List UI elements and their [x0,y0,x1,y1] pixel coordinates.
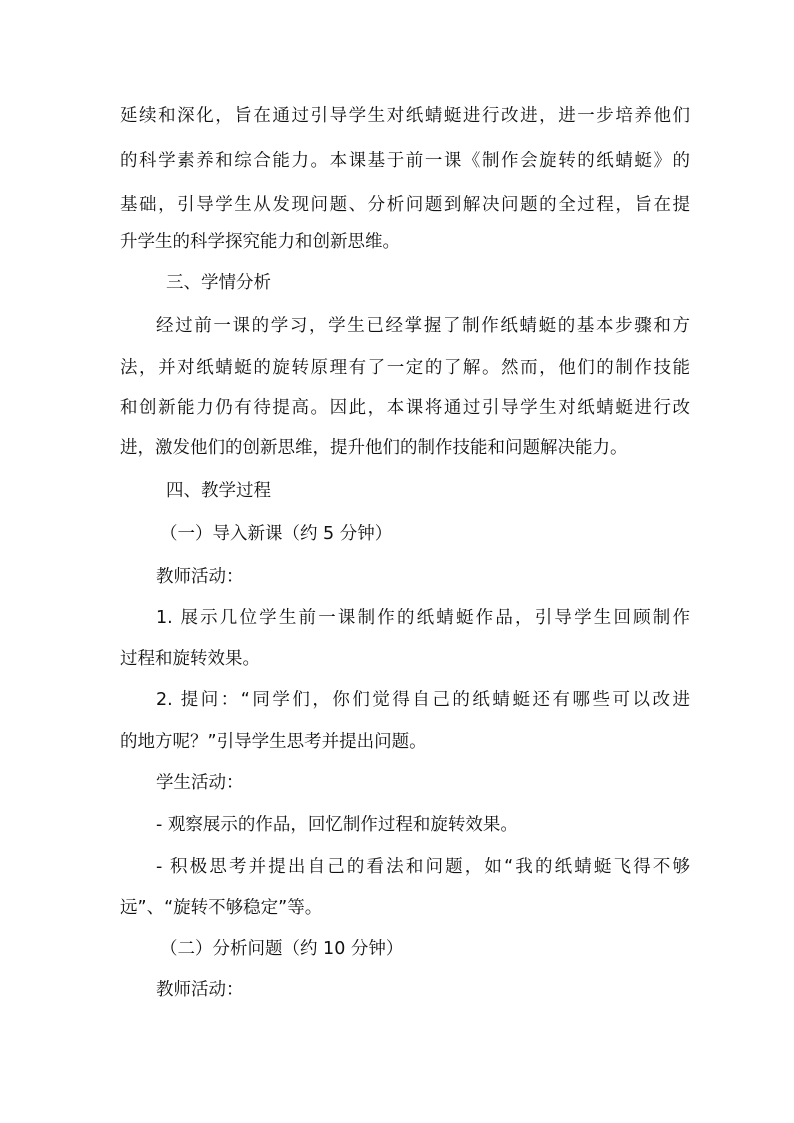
paragraph-line: 和创新能力仍有待提高。因此，本课将通过引导学生对纸蜻蜓进行改 [120,398,690,418]
paragraph-line: 法，并对纸蜻蜓的旋转原理有了一定的了解。然而，他们的制作技能 [120,358,690,378]
section-heading: 四、教学过程 [166,481,271,501]
list-item-line: - 积极思考并提出自己的看法和问题，如“我的纸蜻蜓飞得不够 [156,857,690,877]
subsection-title: （一）导入新课（约 5 分钟） [160,524,393,544]
list-item-line: 远”、“旋转不够稳定”等。 [120,898,323,918]
activity-label: 教师活动： [156,980,244,1000]
list-item-line: 过程和旋转效果。 [120,649,260,669]
paragraph-line: 基础，引导学生从发现问题、分析问题到解决问题的全过程，旨在提 [120,195,690,215]
paragraph-line: 进，激发他们的创新思维，提升他们的制作技能和问题解决能力。 [120,438,628,458]
paragraph-line: 经过前一课的学习，学生已经掌握了制作纸蜻蜓的基本步骤和方 [156,316,690,336]
paragraph-line: 延续和深化，旨在通过引导学生对纸蜻蜓进行改进，进一步培养他们 [120,106,690,126]
paragraph-line: 升学生的科学探究能力和创新思维。 [120,232,400,252]
subsection-title: （二）分析问题（约 10 分钟） [160,939,404,959]
list-item-line: 的地方呢？”引导学生思考并提出问题。 [120,732,427,752]
list-item-line: - 观察展示的作品，回忆制作过程和旋转效果。 [156,815,518,835]
list-item-line: 1. 展示几位学生前一课制作的纸蜻蜓作品，引导学生回顾制作 [156,608,690,628]
paragraph-line: 的科学素养和综合能力。本课基于前一课《制作会旋转的纸蜻蜓》的 [120,151,690,171]
list-item-line: 2. 提问：“同学们，你们觉得自己的纸蜻蜓还有哪些可以改进 [156,690,690,710]
activity-label: 学生活动： [156,773,244,793]
section-heading: 三、学情分析 [166,273,271,293]
activity-label: 教师活动： [156,567,244,587]
